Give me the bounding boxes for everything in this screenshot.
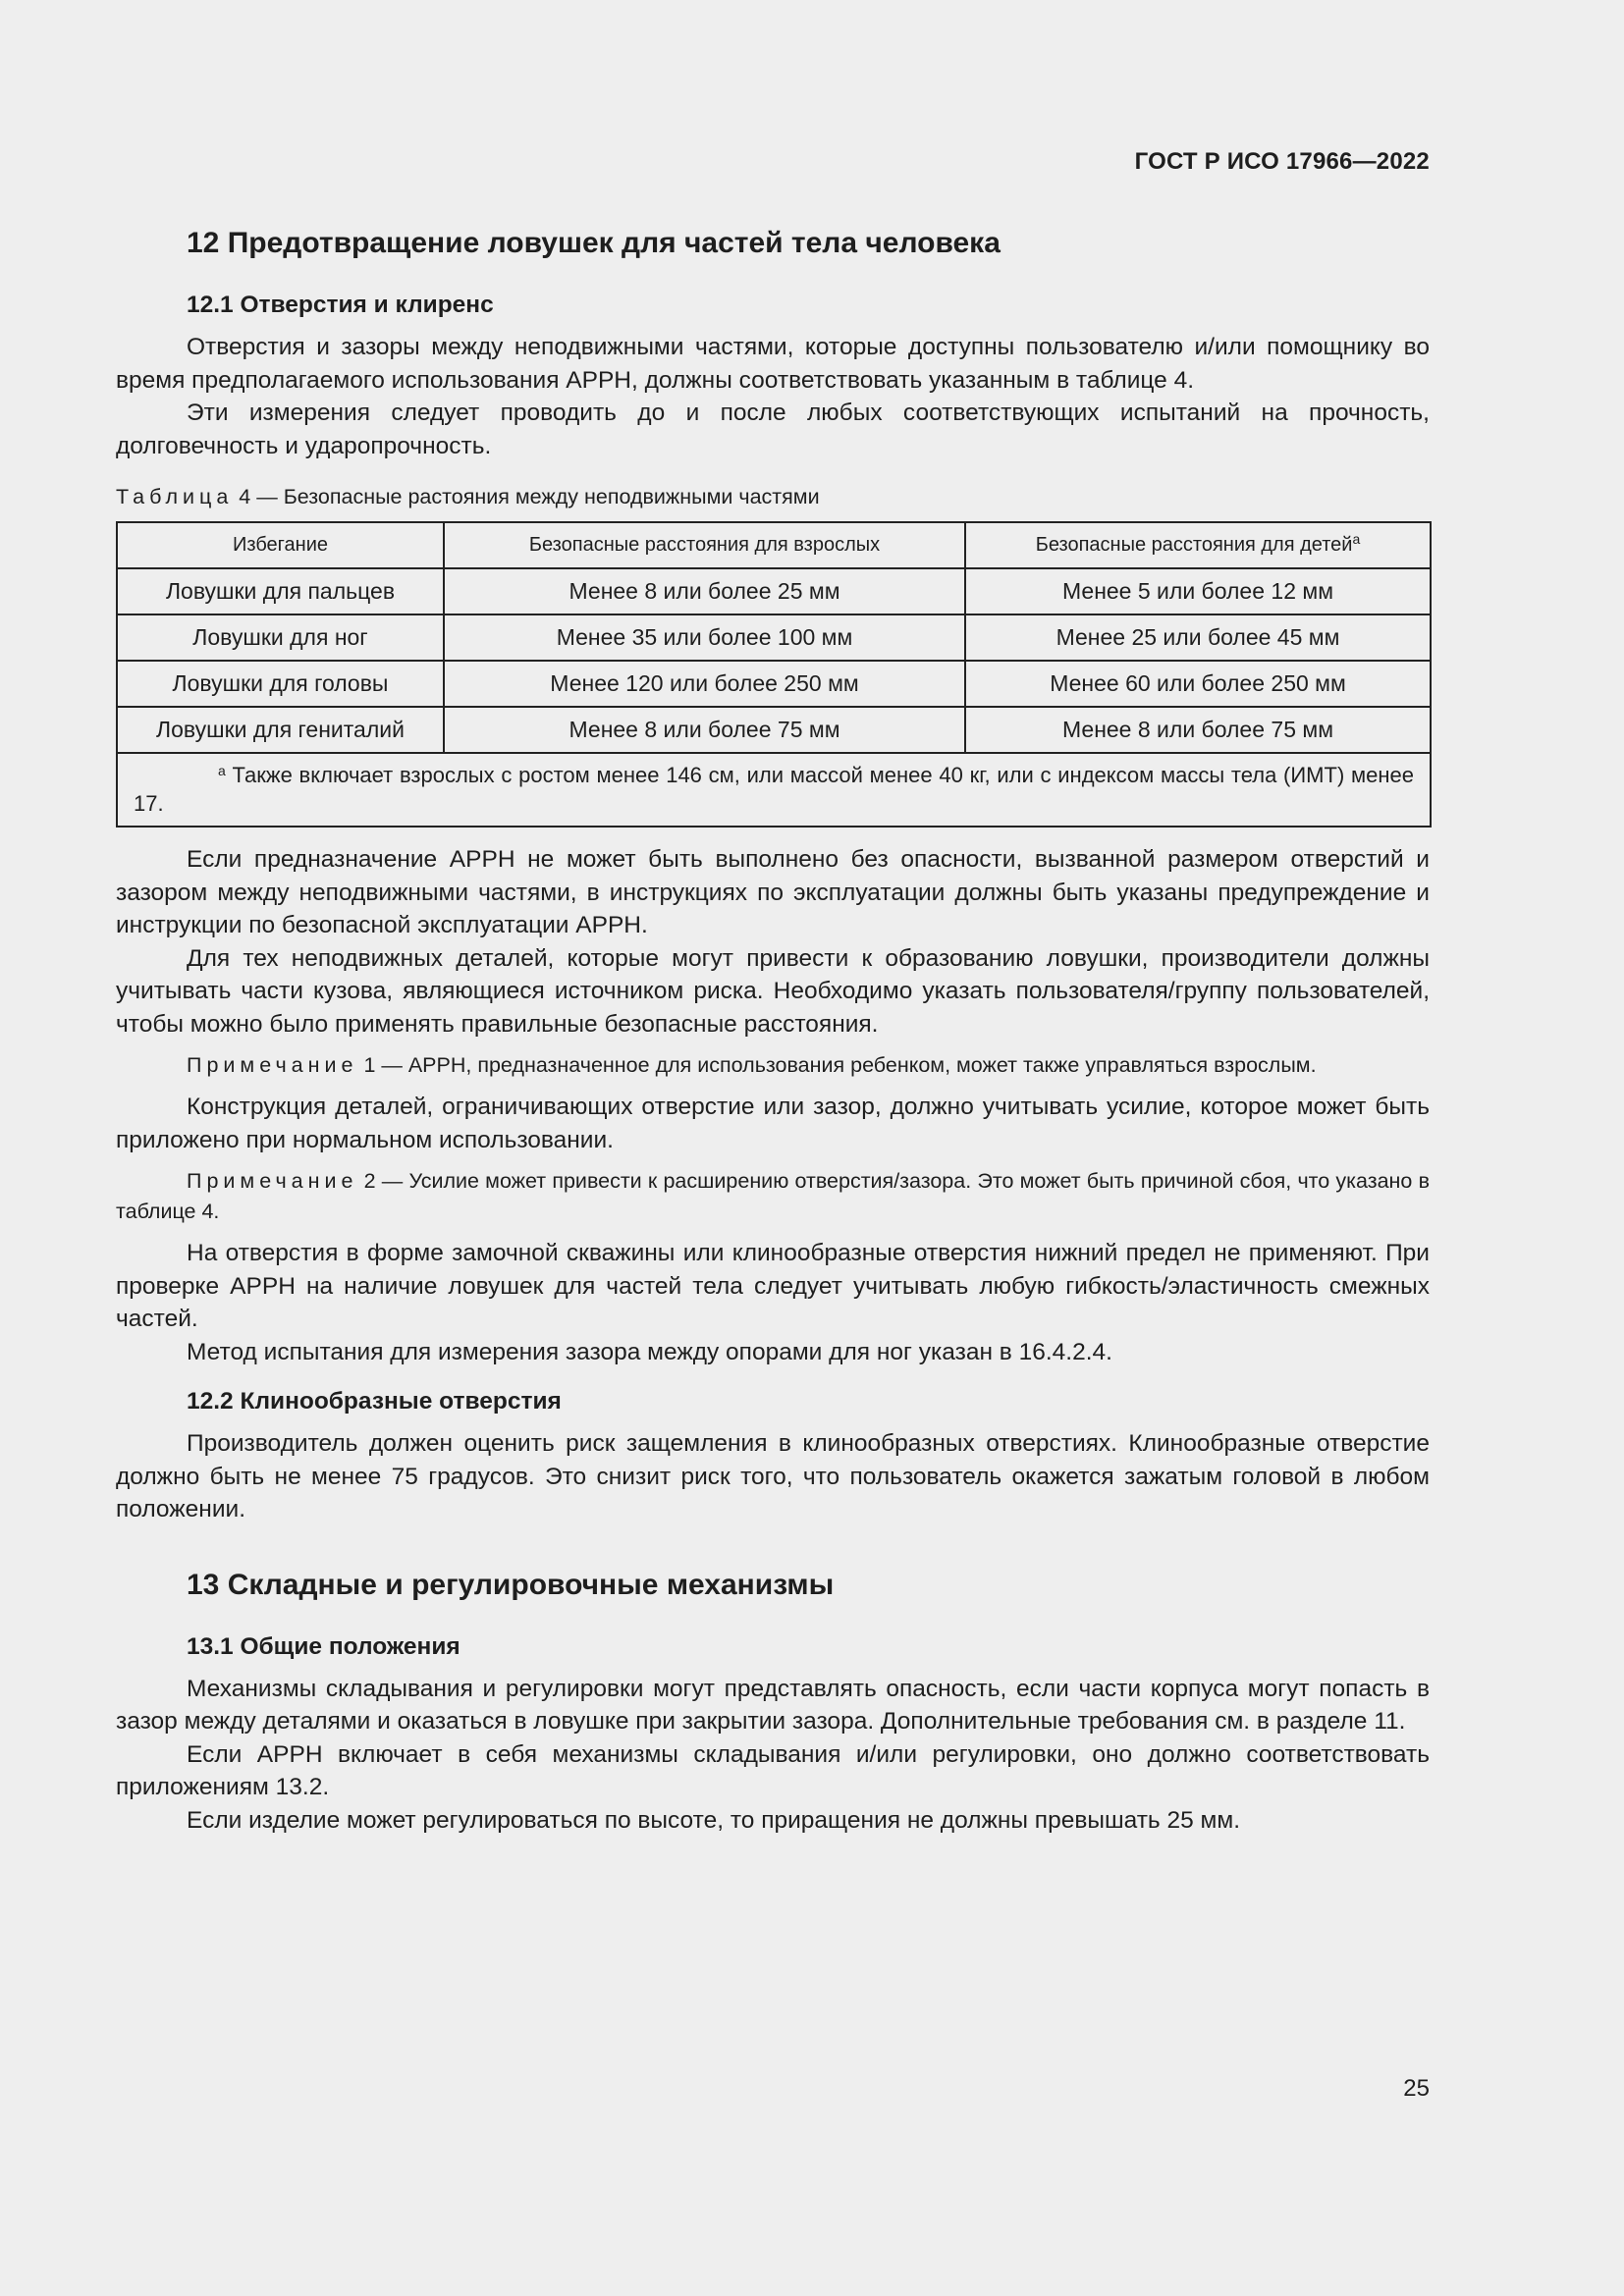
paragraph: Если изделие может регулироваться по высоте, то приращения не должны превышать 25 мм. <box>187 1806 1241 1834</box>
section-13-heading: 13 Складные и регулировочные механизмы <box>187 1568 835 1601</box>
page-number: 25 <box>1403 2075 1430 2102</box>
safe-distances-table <box>116 521 1432 828</box>
table-row <box>117 661 1431 707</box>
paragraph: Отверстия и зазоры между неподвижными частями, которые доступны пользователю и/или помощнику во время предполагаемого использования АРРН, должны соответствовать указанным в таблице 4. <box>116 334 1430 394</box>
note-text: 1 — АРРН, предназначенное для использования ребенком, может также управляться взрослым. <box>363 1053 1317 1077</box>
table-cell: Менее 60 или более 250 мм <box>965 661 1431 707</box>
paragraph: Эти измерения следует проводить до и после любых соответствующих испытаний на прочность, долговечность и ударопрочность. <box>116 400 1430 459</box>
column-header <box>965 522 1431 568</box>
footnote-marker: a <box>218 763 226 778</box>
section-12-heading: 12 Предотвращение ловушек для частей тела человека <box>187 227 1001 259</box>
table-row <box>117 707 1431 753</box>
subsection-13-1-heading: 13.1 Общие положения <box>187 1632 460 1660</box>
paragraph: Если предназначение АРРН не может быть выполнено без опасности, вызванной размером отверстий и зазором между неподвижными частями, в инструкциях по эксплуатации должны быть указаны предупреждение и инструкции по безопасной эксплуатации АРРН. <box>116 846 1430 938</box>
table-cell: Менее 35 или более 100 мм <box>444 614 965 661</box>
subsection-12-2-heading: 12.2 Клинообразные отверстия <box>187 1388 562 1415</box>
table-row <box>117 614 1431 661</box>
table-footnote <box>117 753 1431 827</box>
column-header-text: Безопасные расстояния для детей <box>1035 534 1353 556</box>
column-header: Безопасные расстояния для взрослых <box>444 522 965 568</box>
paragraph: Если АРРН включает в себя механизмы складывания и/или регулировки, оно должно соответствовать приложениям 13.2. <box>116 1740 1430 1800</box>
table-caption <box>116 482 1430 511</box>
table-cell: Ловушки для пальцев <box>117 568 444 614</box>
paragraph: Механизмы складывания и регулировки могут представлять опасность, если части корпуса могут попасть в зазор между деталями и оказаться в ловушке при закрытии зазора. Дополнительные требования см. в разделе 11. <box>116 1675 1430 1735</box>
table-cell: Менее 8 или более 75 мм <box>965 707 1431 753</box>
subsection-12-1-heading: 12.1 Отверстия и клиренс <box>187 292 494 318</box>
note-label: Примечание <box>187 1169 358 1193</box>
paragraph: Для тех неподвижных деталей, которые могут привести к образованию ловушки, производители должны учитывать части кузова, являющиеся источником риска. Необходимо указать пользователя/группу пользователей, чтобы можно было применять правильные безопасные расстояния. <box>116 944 1430 1038</box>
table-cell: Менее 8 или более 25 мм <box>444 568 965 614</box>
table-cell: Ловушки для ног <box>117 614 444 661</box>
table-cell: Менее 8 или более 75 мм <box>444 707 965 753</box>
table-cell: Менее 25 или более 45 мм <box>965 614 1431 661</box>
table-header-row <box>117 522 1431 568</box>
column-header: Избегание <box>117 522 444 568</box>
footnote-text: Также включает взрослых с ростом менее 146 см, или массой менее 40 кг, или с индексом массы тела (ИМТ) менее 17. <box>134 763 1414 816</box>
table-footnote-row <box>117 753 1431 827</box>
paragraph: На отверстия в форме замочной скважины или клинообразные отверстия нижний предел не применяют. При проверке АРРН на наличие ловушек для частей тела следует учитывать любую гибкость/эластичность смежных частей. <box>116 1240 1430 1332</box>
paragraph: Конструкция деталей, ограничивающих отверстие или зазор, должно учитывать усилие, которое может быть приложено при нормальном использовании. <box>116 1094 1430 1153</box>
page-content <box>116 222 1430 1837</box>
table-cell: Ловушки для головы <box>117 661 444 707</box>
note-text: 2 — Усилие может привести к расширению отверстия/зазора. Это может быть причиной сбоя, что указано в таблице 4. <box>116 1169 1430 1223</box>
document-id: ГОСТ Р ИСО 17966—2022 <box>1134 148 1430 175</box>
table-cell: Менее 120 или более 250 мм <box>444 661 965 707</box>
note-label: Примечание <box>187 1053 358 1077</box>
note <box>116 1050 1430 1081</box>
paragraph: Производитель должен оценить риск защемления в клинообразных отверстиях. Клинообразные отверстие должно быть не менее 75 градусов. Это снизит риск того, что пользователь окажется зажатым головой в любом положении. <box>116 1430 1430 1522</box>
footnote-marker: a <box>1352 531 1361 547</box>
table-caption-label: Таблица <box>116 485 234 508</box>
table-cell: Ловушки для гениталий <box>117 707 444 753</box>
table-cell: Менее 5 или более 12 мм <box>965 568 1431 614</box>
note <box>116 1166 1430 1227</box>
table-row <box>117 568 1431 614</box>
document-page <box>116 0 1430 2296</box>
paragraph: Метод испытания для измерения зазора между опорами для ног указан в 16.4.2.4. <box>187 1338 1112 1365</box>
table-caption-text: 4 — Безопасные растояния между неподвижными частями <box>239 485 820 508</box>
